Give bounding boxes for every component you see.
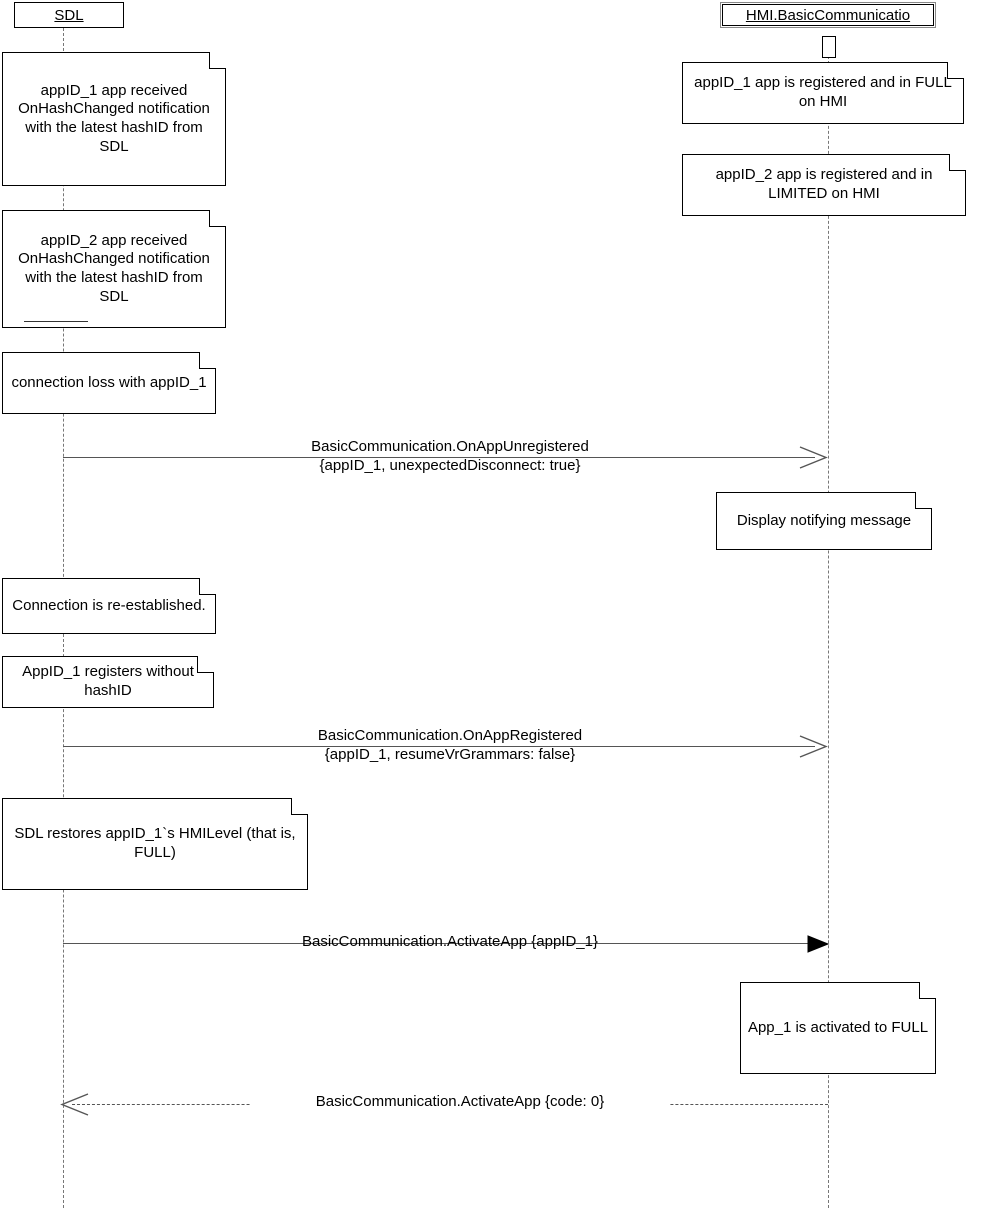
arrowhead-open-icon — [798, 446, 828, 470]
note-sdl-appid1-registers — [2, 656, 214, 708]
note-fold-icon — [209, 52, 226, 69]
message-label-line2: {appID_1, resumeVrGrammars: false} — [324, 745, 576, 763]
arrowhead-filled-icon — [806, 934, 830, 954]
note-text: Connection is re-established. — [12, 596, 206, 614]
note-hmi-app1-registered-full — [682, 62, 964, 124]
note-text: Display notifying message — [736, 511, 912, 529]
note-text: appID_2 app is registered and in LIMITED on HMI — [715, 166, 933, 202]
message-label-onappregistered — [200, 727, 700, 765]
message-label-line1: BasicCommunication.ActivateApp {code: 0} — [315, 1093, 605, 1110]
note-text: SDL restores appID_1`s HMILevel (that is, FULL) — [14, 825, 296, 861]
message-label-line2: {appID_1, unexpectedDisconnect: true} — [319, 456, 581, 474]
note-text: AppID_1 registers without hashID — [22, 663, 194, 699]
note-text: appID_2 app received OnHashChanged notification with the latest hashID from SDL — [18, 231, 210, 305]
note-fold-icon — [915, 492, 932, 509]
note-strike-decoration — [24, 321, 88, 322]
note-fold-icon — [209, 210, 226, 227]
note-sdl-connection-loss — [2, 352, 216, 414]
note-fold-icon — [199, 578, 216, 595]
arrowhead-open-icon — [60, 1093, 90, 1117]
note-fold-icon — [291, 798, 308, 815]
note-text: App_1 is activated to FULL — [747, 1018, 929, 1036]
note-sdl-onhashchanged-app1 — [2, 52, 226, 186]
arrowhead-open-icon — [798, 735, 828, 759]
lifeline-head-sdl — [14, 2, 124, 28]
note-text: connection loss with appID_1 — [11, 373, 207, 391]
message-label-onappunregistered — [200, 438, 700, 476]
note-fold-icon — [919, 982, 936, 999]
note-sdl-connection-reestablished — [2, 578, 216, 634]
note-hmi-app2-registered-limited — [682, 154, 966, 216]
lifeline-label-sdl: SDL — [54, 7, 84, 24]
message-label-line1: BasicCommunication.OnAppRegistered — [317, 727, 583, 744]
note-hmi-display-notifying-message — [716, 492, 932, 550]
note-fold-icon — [199, 352, 216, 369]
note-text: appID_1 app received OnHashChanged notification with the latest hashID from SDL — [18, 81, 210, 155]
lifeline-head-hmi — [720, 2, 936, 28]
message-label-line1: BasicCommunication.OnAppUnregistered — [311, 438, 589, 455]
note-hmi-app1-activated-full — [740, 982, 936, 1074]
message-label-activateapp-response — [250, 1093, 670, 1112]
note-sdl-restores-hmilevel — [2, 798, 308, 890]
message-label-activateapp — [230, 933, 670, 952]
lifeline-label-hmi: HMI.BasicCommunicatio — [745, 7, 911, 24]
lifeline-activation-stub-hmi — [822, 36, 836, 58]
note-text: appID_1 app is registered and in FULL on HMI — [694, 74, 952, 110]
message-label-line1: BasicCommunication.ActivateApp {appID_1} — [301, 933, 598, 950]
note-sdl-onhashchanged-app2 — [2, 210, 226, 328]
